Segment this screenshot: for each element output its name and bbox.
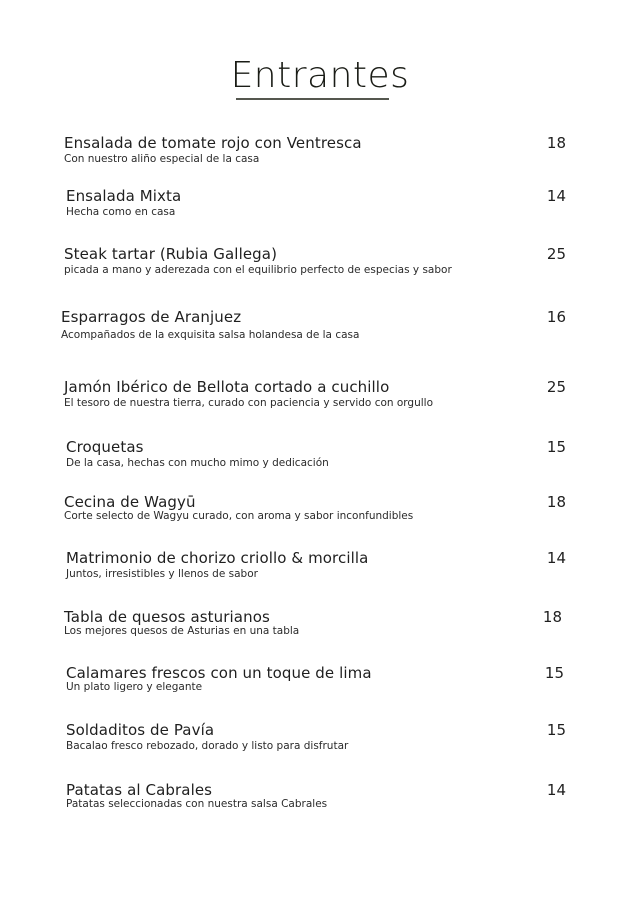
item-price: 25 bbox=[546, 378, 566, 396]
menu-item bbox=[0, 307, 640, 357]
item-description: Acompañados de la exquisita salsa holandesa de la casa bbox=[61, 329, 360, 341]
item-description: Bacalao fresco rebozado, dorado y listo para disfrutar bbox=[66, 740, 349, 752]
menu-item bbox=[0, 133, 640, 183]
item-name: Patatas al Cabrales bbox=[66, 781, 213, 799]
item-description: El tesoro de nuestra tierra, curado con paciencia y servido con orgullo bbox=[64, 397, 434, 409]
item-description: Patatas seleccionadas con nuestra salsa Cabrales bbox=[66, 798, 328, 810]
menu-item bbox=[0, 437, 640, 487]
item-name: Croquetas bbox=[66, 438, 144, 456]
menu-item bbox=[0, 186, 640, 236]
menu-item bbox=[0, 492, 640, 542]
item-price: 18 bbox=[542, 608, 562, 626]
item-name: Soldaditos de Pavía bbox=[66, 721, 215, 739]
item-price: 16 bbox=[546, 308, 566, 326]
menu-item bbox=[0, 548, 640, 598]
title-underline bbox=[236, 98, 389, 100]
item-name: Esparragos de Aranjuez bbox=[61, 308, 242, 326]
item-name: Ensalada Mixta bbox=[66, 187, 182, 205]
item-description: Los mejores quesos de Asturias en una tabla bbox=[64, 625, 300, 637]
menu-item bbox=[0, 780, 640, 830]
menu-title: Entrantes bbox=[230, 55, 410, 96]
item-name: Calamares frescos con un toque de lima bbox=[66, 664, 372, 682]
item-description: De la casa, hechas con mucho mimo y dedicación bbox=[66, 457, 329, 469]
item-description: Juntos, irresistibles y llenos de sabor bbox=[66, 568, 258, 580]
item-price: 18 bbox=[546, 493, 566, 511]
item-price: 15 bbox=[546, 721, 566, 739]
item-name: Tabla de quesos asturianos bbox=[64, 608, 270, 626]
item-name: Matrimonio de chorizo criollo & morcilla bbox=[66, 549, 369, 567]
menu-item bbox=[0, 663, 640, 713]
item-description: Un plato ligero y elegante bbox=[66, 681, 203, 693]
menu-item bbox=[0, 720, 640, 770]
item-description: picada a mano y aderezada con el equilibrio perfecto de especias y sabor bbox=[64, 264, 452, 276]
item-price: 15 bbox=[544, 664, 564, 682]
item-price: 25 bbox=[546, 245, 566, 263]
menu-item bbox=[0, 607, 640, 657]
item-description: Con nuestro aliño especial de la casa bbox=[64, 153, 260, 165]
item-name: Jamón Ibérico de Bellota cortado a cuchillo bbox=[64, 378, 390, 396]
item-description: Corte selecto de Wagyu curado, con aroma y sabor inconfundibles bbox=[64, 510, 414, 522]
menu-item bbox=[0, 377, 640, 427]
item-price: 15 bbox=[546, 438, 566, 456]
item-name: Cecina de Wagyū bbox=[64, 493, 196, 511]
item-price: 18 bbox=[546, 134, 566, 152]
item-description: Hecha como en casa bbox=[66, 206, 176, 218]
item-name: Steak tartar (Rubia Gallega) bbox=[64, 245, 278, 263]
item-price: 14 bbox=[546, 187, 566, 205]
item-price: 14 bbox=[546, 549, 566, 567]
menu-item bbox=[0, 244, 640, 294]
item-name: Ensalada de tomate rojo con Ventresca bbox=[64, 134, 362, 152]
item-price: 14 bbox=[546, 781, 566, 799]
